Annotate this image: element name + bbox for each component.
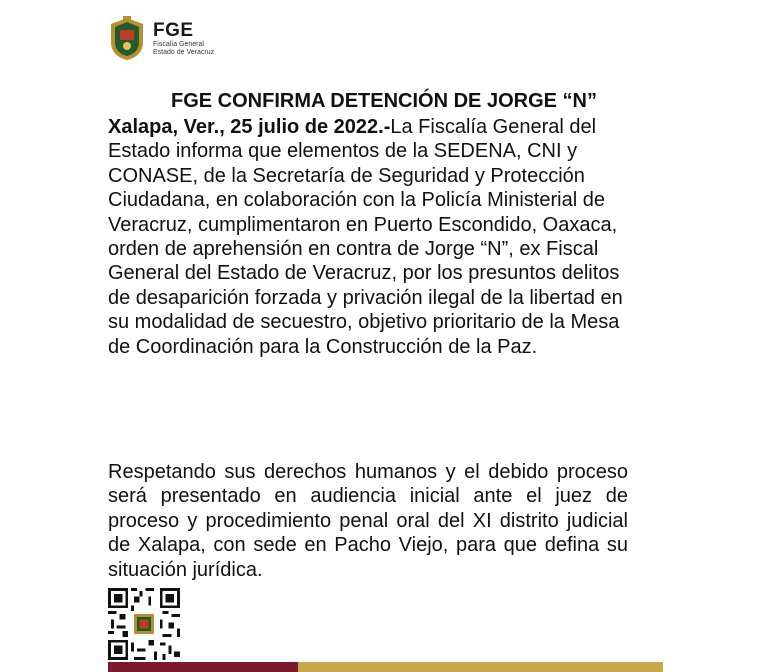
brand-name-line2: Estado de Veracruz bbox=[153, 49, 215, 56]
brand-name-line1: Fiscalía General bbox=[153, 41, 204, 48]
brand-block bbox=[153, 21, 214, 57]
footer-bar-accent bbox=[108, 662, 298, 672]
qr-code-icon bbox=[108, 588, 180, 660]
brand-abbr: FGE bbox=[153, 20, 194, 41]
document-title: FGE CONFIRMA DETENCIÓN DE JORGE “N” bbox=[171, 90, 597, 112]
paragraph-1-text: La Fiscalía General del Estado informa que elementos de la SEDENA, CNI y CONASE, de la Secretaría de Seguridad y Protección Ciudadana, en colaboración con la Policía Ministerial de Veracruz, cumplimentaron en Puerto Escondido, Oaxaca, orden de aprehensión en contra de Jorge “N”, ex Fiscal General del Estado de Veracruz, por los presuntos delitos de desaparición forzada y privación ilegal de la libertad en su modalidad de secuestro, objetivo prioritario de la Mesa de Coordinación para la Construcción de la Paz. bbox=[108, 116, 623, 358]
header bbox=[107, 14, 214, 64]
footer-bar bbox=[108, 662, 663, 672]
veracruz-seal-icon bbox=[107, 16, 147, 62]
paragraph-1 bbox=[108, 115, 628, 359]
paragraph-1-lead: Xalapa, Ver., 25 julio de 2022.- bbox=[108, 116, 391, 138]
paragraph-2: Respetando sus derechos humanos y el debido proceso será presentado en audiencia inicial ante el juez de proceso y procedimiento penal oral del XI distrito judicial de Xalapa, con sede en Pacho Viejo, para que defina su situación jurídica. bbox=[108, 461, 628, 581]
